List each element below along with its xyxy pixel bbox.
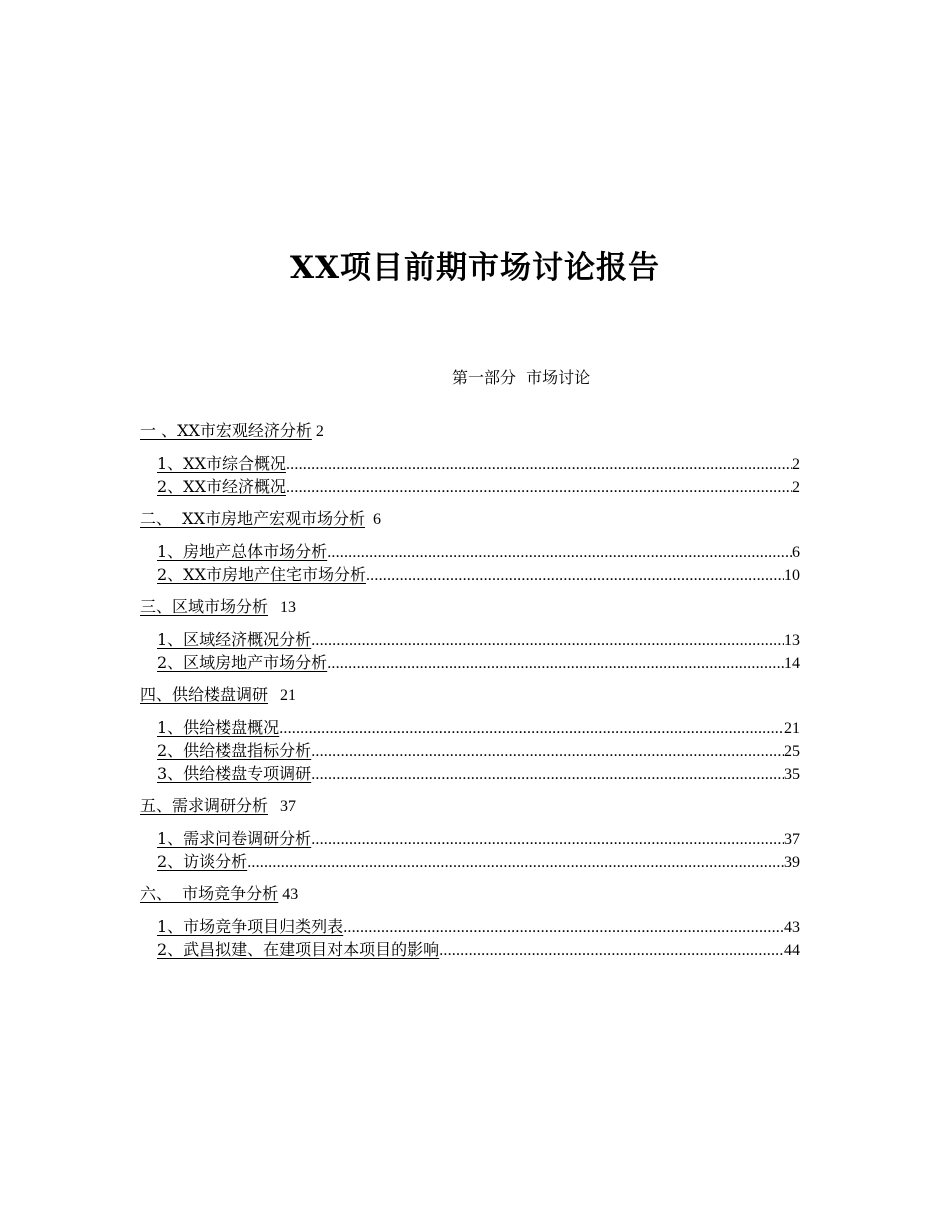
leader-dots [286, 476, 792, 499]
leader-dots [327, 652, 784, 675]
toc-entry-label[interactable]: 2、XX市经济概况 [157, 477, 286, 496]
leader-dots [343, 916, 784, 939]
toc-entry-page: 2 [792, 479, 800, 496]
toc-entry[interactable] [140, 651, 800, 674]
toc-section-label[interactable]: 一 、XX市宏观经济分析 [140, 421, 312, 440]
toc-entry[interactable] [140, 915, 800, 938]
toc-section[interactable] [140, 795, 800, 817]
toc-entry[interactable] [140, 739, 800, 762]
leader-dots [311, 828, 784, 851]
toc-entry-label[interactable]: 1、市场竞争项目归类列表 [157, 917, 344, 936]
table-of-contents [140, 420, 800, 961]
leader-dots [439, 939, 784, 962]
leader-dots [279, 717, 784, 740]
toc-entry-label[interactable]: 1、XX市综合概况 [157, 454, 286, 473]
toc-entry-page: 21 [784, 720, 800, 737]
toc-section-items [140, 628, 800, 674]
toc-entry-page: 6 [792, 544, 800, 561]
toc-section-items [140, 452, 800, 498]
toc-entry-page: 39 [784, 854, 800, 871]
toc-section-page: 21 [268, 687, 297, 704]
toc-section-page: 6 [364, 511, 381, 528]
toc-section-label[interactable]: 二、 XX市房地产宏观市场分析 [140, 509, 365, 528]
toc-entry-page: 25 [784, 743, 800, 760]
toc-entry-label[interactable]: 2、访谈分析 [157, 852, 248, 871]
toc-entry-label[interactable]: 2、区域房地产市场分析 [157, 653, 328, 672]
toc-section[interactable] [140, 883, 800, 905]
toc-entry-page: 10 [784, 567, 800, 584]
toc-section-page: 13 [268, 599, 297, 616]
toc-entry-label[interactable]: 2、供给楼盘指标分析 [157, 741, 312, 760]
toc-entry[interactable] [140, 540, 800, 563]
toc-entry[interactable] [140, 827, 800, 850]
toc-entry-page: 2 [792, 456, 800, 473]
leader-dots [311, 629, 784, 652]
toc-entry-page: 35 [784, 766, 800, 783]
toc-entry[interactable] [140, 716, 800, 739]
leader-dots [311, 763, 784, 786]
toc-section-items [140, 540, 800, 586]
toc-entry[interactable] [140, 628, 800, 651]
toc-entry-label[interactable]: 2、XX市房地产住宅市场分析 [157, 565, 366, 584]
toc-entry-page: 13 [784, 632, 800, 649]
toc-section-page: 2 [311, 423, 324, 440]
toc-entry-label[interactable]: 2、武昌拟建、在建项目对本项目的影响 [157, 940, 440, 959]
toc-entry[interactable] [140, 850, 800, 873]
toc-section[interactable] [140, 420, 800, 442]
toc-section-page: 37 [268, 798, 297, 815]
toc-entry[interactable] [140, 938, 800, 961]
toc-section[interactable] [140, 684, 800, 706]
toc-entry-page: 37 [784, 831, 800, 848]
toc-section-items [140, 716, 800, 785]
toc-entry-label[interactable]: 3、供给楼盘专项调研 [157, 764, 312, 783]
toc-section-label[interactable]: 五、需求调研分析 [140, 796, 269, 815]
toc-section[interactable] [140, 596, 800, 618]
toc-entry[interactable] [140, 452, 800, 475]
toc-section[interactable] [140, 508, 800, 530]
toc-entry-label[interactable]: 1、房地产总体市场分析 [157, 542, 328, 561]
toc-entry-label[interactable]: 1、供给楼盘概况 [157, 718, 280, 737]
toc-entry[interactable] [140, 475, 800, 498]
toc-section-items [140, 915, 800, 961]
toc-entry-page: 44 [784, 942, 800, 959]
toc-section-label[interactable]: 三、区域市场分析 [140, 597, 269, 616]
part-heading: 第一部分 市场讨论 [452, 368, 591, 387]
toc-section-label[interactable]: 六、 市场竞争分析 [140, 884, 279, 903]
toc-section-items [140, 827, 800, 873]
leader-dots [311, 740, 784, 763]
toc-entry[interactable] [140, 762, 800, 785]
toc-section-label[interactable]: 四、供给楼盘调研 [140, 685, 269, 704]
document-title: XX项目前期市场讨论报告 [289, 250, 661, 286]
leader-dots [366, 564, 784, 587]
toc-entry[interactable] [140, 563, 800, 586]
toc-entry-page: 14 [784, 655, 800, 672]
toc-entry-label[interactable]: 1、需求问卷调研分析 [157, 829, 312, 848]
leader-dots [327, 541, 792, 564]
toc-entry-label[interactable]: 1、区域经济概况分析 [157, 630, 312, 649]
toc-section-page: 43 [278, 886, 299, 903]
toc-entry-page: 43 [784, 919, 800, 936]
leader-dots [247, 851, 784, 874]
leader-dots [286, 453, 792, 476]
